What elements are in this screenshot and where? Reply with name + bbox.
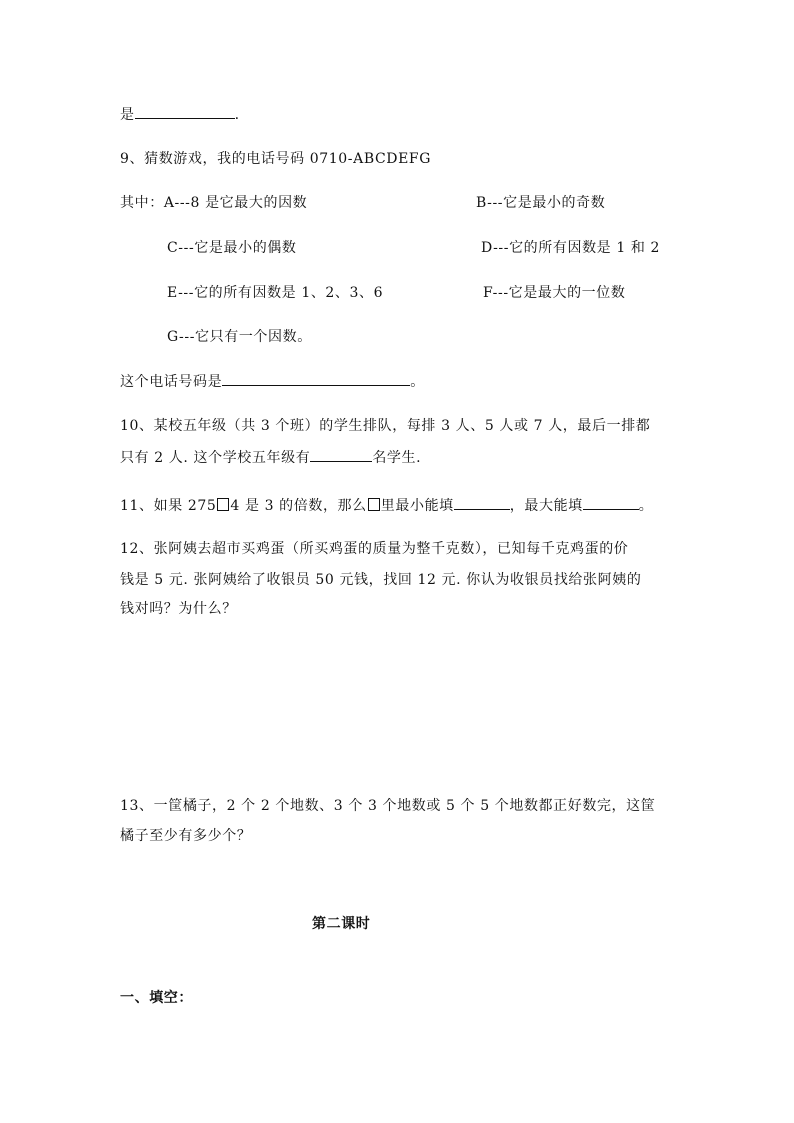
q9-title: 9、猜数游戏，我的电话号码 0710-ABCDEFG	[120, 151, 432, 167]
q9-lead: 其中：	[120, 195, 164, 211]
max-digit-blank	[583, 494, 639, 510]
q11-prefix: 11、如果 275	[120, 498, 217, 514]
top-prefix: 是	[120, 107, 135, 123]
answer-blank	[135, 103, 235, 119]
q13-line2: 橘子至少有多少个？	[120, 828, 252, 844]
q10-line2-suffix: 名学生.	[372, 450, 422, 466]
q10-line2-prefix: 只有 2 人. 这个学校五年级有	[120, 450, 311, 466]
q9-clue-f: F---它是最大的一位数	[483, 285, 626, 301]
q12-line3: 钱对吗？为什么？	[120, 601, 237, 617]
q9-answer	[120, 370, 425, 391]
q9-clue-d: D---它的所有因数是 1 和 2	[481, 240, 661, 256]
top-suffix: .	[234, 107, 240, 123]
q11-mid2: 里最小能填	[380, 498, 454, 514]
q9-answer-prefix: 这个电话号码是	[120, 374, 223, 390]
student-count-blank	[310, 446, 372, 462]
q11-mid1: 4 是 3 的倍数，那么	[230, 498, 367, 514]
q11-suffix: 。	[638, 498, 654, 514]
q12-line2: 钱是 5 元. 张阿姨给了收银员 50 元钱，找回 12 元. 你认为收银员找给张阿姨的	[120, 572, 642, 588]
q9-clue-e: E---它的所有因数是 1、2、3、6	[167, 285, 384, 301]
q9-clue-a	[120, 192, 307, 212]
q12-line1: 12、张阿姨去超市买鸡蛋（所买鸡蛋的质量为整千克数），已知每千克鸡蛋的价	[120, 541, 629, 557]
min-digit-blank	[454, 494, 510, 510]
q9-clue-g: G---它只有一个因数。	[167, 329, 312, 345]
clue-a-text: A---8 是它最大的因数	[163, 195, 308, 211]
q11	[120, 494, 653, 515]
q10-line1: 10、某校五年级（共 3 个班）的学生排队，每排 3 人、5 人或 7 人，最后一排都	[120, 418, 651, 434]
q9-answer-suffix: 。	[410, 374, 425, 390]
lesson-title: 第二课时	[312, 916, 371, 932]
q9-clue-b: B---它是最小的奇数	[476, 195, 606, 211]
q9-clue-c: C---它是最小的偶数	[167, 240, 297, 256]
q11-mid3: ，最大能填	[509, 498, 583, 514]
q13-line1: 13、一筐橘子，2 个 2 个地数、3 个 3 个地数或 5 个 5 个地数都正好数完，这筐	[120, 798, 656, 814]
phone-answer-blank	[222, 370, 410, 386]
section-title: 一、填空：	[120, 990, 193, 1006]
digit-box-ref	[368, 498, 380, 511]
digit-box	[217, 498, 229, 511]
q10-line2	[120, 446, 421, 467]
top-fragment	[120, 103, 240, 124]
